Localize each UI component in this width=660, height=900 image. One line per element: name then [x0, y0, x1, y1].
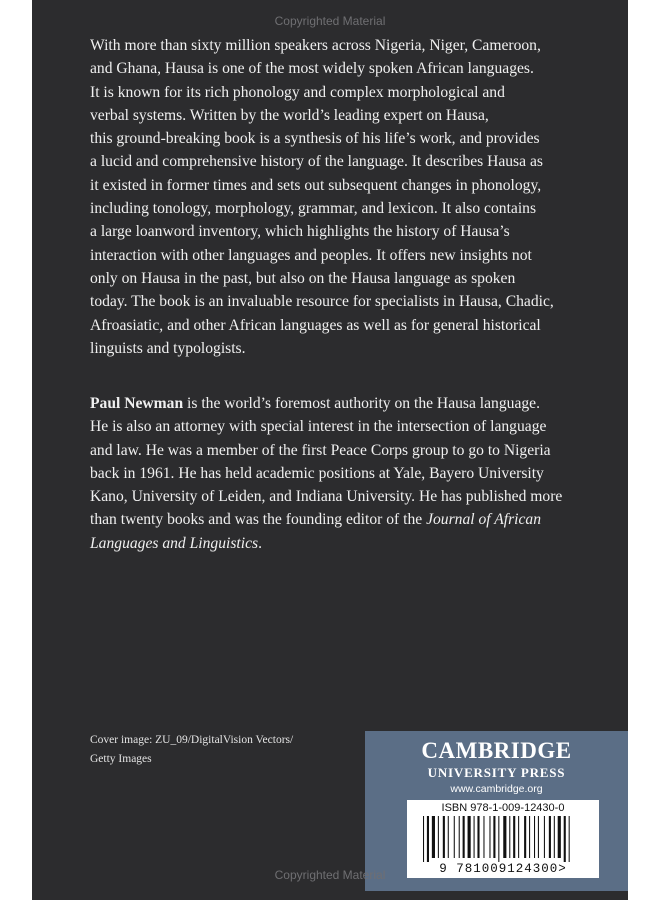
barcode-bar — [477, 816, 479, 858]
bio-line: and law. He was a member of the first Peace Corps group to go to Nigeria — [90, 441, 551, 459]
barcode-bar — [459, 816, 460, 858]
barcode-bar — [427, 816, 429, 862]
barcode-bar — [498, 816, 499, 862]
bio-line: back in 1961. He has held academic positions at Yale, Bayero University — [90, 464, 544, 482]
description-line: and Ghana, Hausa is one of the most widely spoken African languages. — [90, 60, 534, 78]
barcode-bar — [489, 816, 490, 858]
cover-image-credit — [90, 731, 350, 769]
description-line: a lucid and comprehensive history of the language. It describes Hausa as — [90, 153, 543, 171]
watermark-bottom: Copyrighted Material — [274, 868, 386, 882]
barcode-bar — [448, 816, 449, 858]
bio-line — [90, 508, 580, 531]
barcode-bar — [509, 816, 510, 858]
author-bio — [90, 392, 580, 555]
bio-line — [90, 532, 580, 555]
barcode-bar — [463, 816, 465, 858]
credit-line: Cover image: ZU_09/DigitalVision Vectors/ — [90, 734, 294, 746]
description-line: this ground-breaking book is a synthesis of his life’s work, and provides — [90, 130, 540, 148]
barcode-box — [407, 800, 599, 878]
barcode-bar — [423, 816, 424, 862]
credit-line: Getty Images — [90, 753, 152, 765]
isbn-label: ISBN 978-1-009-12430-0 — [441, 802, 565, 814]
barcode-bar — [544, 816, 545, 858]
barcode-bar — [549, 816, 551, 858]
barcode-bar — [454, 816, 455, 858]
publisher-press: UNIVERSITY PRESS — [427, 765, 566, 780]
book-description — [90, 34, 580, 360]
journal-title-part1: Journal of African — [426, 511, 542, 529]
barcode-bar — [558, 816, 561, 858]
description-line: With more than sixty million speakers across Nigeria, Niger, Cameroon, — [90, 37, 541, 54]
publisher-logo-name: CAMBRIDGE — [421, 738, 572, 763]
publisher-panel — [365, 731, 628, 891]
barcode-bar — [443, 816, 445, 858]
bio-line-rest: is the world’s foremost authority on the Hausa language. — [183, 395, 540, 412]
description-line: a large loanword inventory, which highlights the history of Hausa’s — [90, 223, 510, 241]
bio-line-start: than twenty books and was the founding editor of the — [90, 511, 427, 529]
barcode-bar — [569, 816, 570, 862]
description-line: today. The book is an invaluable resource for specialists in Hausa, Chadic, — [90, 293, 554, 311]
description-line: only on Hausa in the past, but also on the Hausa language as spoken — [90, 269, 516, 287]
bio-line: He is also an attorney with special interest in the intersection of language — [90, 418, 547, 436]
back-cover — [32, 0, 628, 900]
barcode-bar — [493, 816, 495, 858]
watermark-top: Copyrighted Material — [274, 14, 386, 28]
barcode-bar — [468, 816, 471, 858]
barcode-bar — [529, 816, 530, 858]
barcode-icon — [421, 816, 585, 862]
description-line: interaction with other languages and peoples. It offers new insights not — [90, 246, 532, 264]
barcode-bar — [518, 816, 519, 858]
bio-end-punct: . — [258, 534, 262, 552]
description-line: including tonology, morphology, grammar, and lexicon. It also contains — [90, 200, 537, 218]
barcode-bar — [432, 816, 435, 858]
journal-title-part2: Languages and Linguistics — [90, 534, 259, 552]
description-line: verbal systems. Written by the world’s leading expert on Hausa, — [90, 106, 489, 124]
barcode-bar — [534, 816, 535, 858]
description-line: Afroasiatic, and other African languages as well as for general historical — [90, 316, 541, 334]
barcode-bar — [474, 816, 475, 858]
barcode-end-marker: > — [558, 862, 567, 876]
barcode-group1: 781009 — [456, 862, 508, 876]
barcode-bar — [503, 816, 506, 858]
description-line: linguists and typologists. — [90, 339, 246, 357]
barcode-first-digit: 9 — [439, 862, 448, 876]
barcode-bar — [438, 816, 439, 858]
barcode-bar — [564, 816, 566, 862]
publisher-url: www.cambridge.org — [450, 783, 543, 795]
barcode-group2: 124300 — [507, 862, 559, 876]
description-line: It is known for its rich phonology and complex morphological and — [90, 83, 505, 101]
barcode-bar — [513, 816, 515, 858]
description-line: it existed in former times and sets out subsequent changes in phonology, — [90, 176, 542, 194]
barcode-bar — [524, 816, 526, 858]
barcode-bar — [554, 816, 555, 858]
bio-line — [90, 392, 580, 415]
author-name: Paul Newman — [90, 395, 184, 412]
bio-line: Kano, University of Leiden, and Indiana University. He has published more — [90, 488, 563, 506]
barcode-bar — [483, 816, 484, 858]
barcode-bar — [538, 816, 539, 858]
